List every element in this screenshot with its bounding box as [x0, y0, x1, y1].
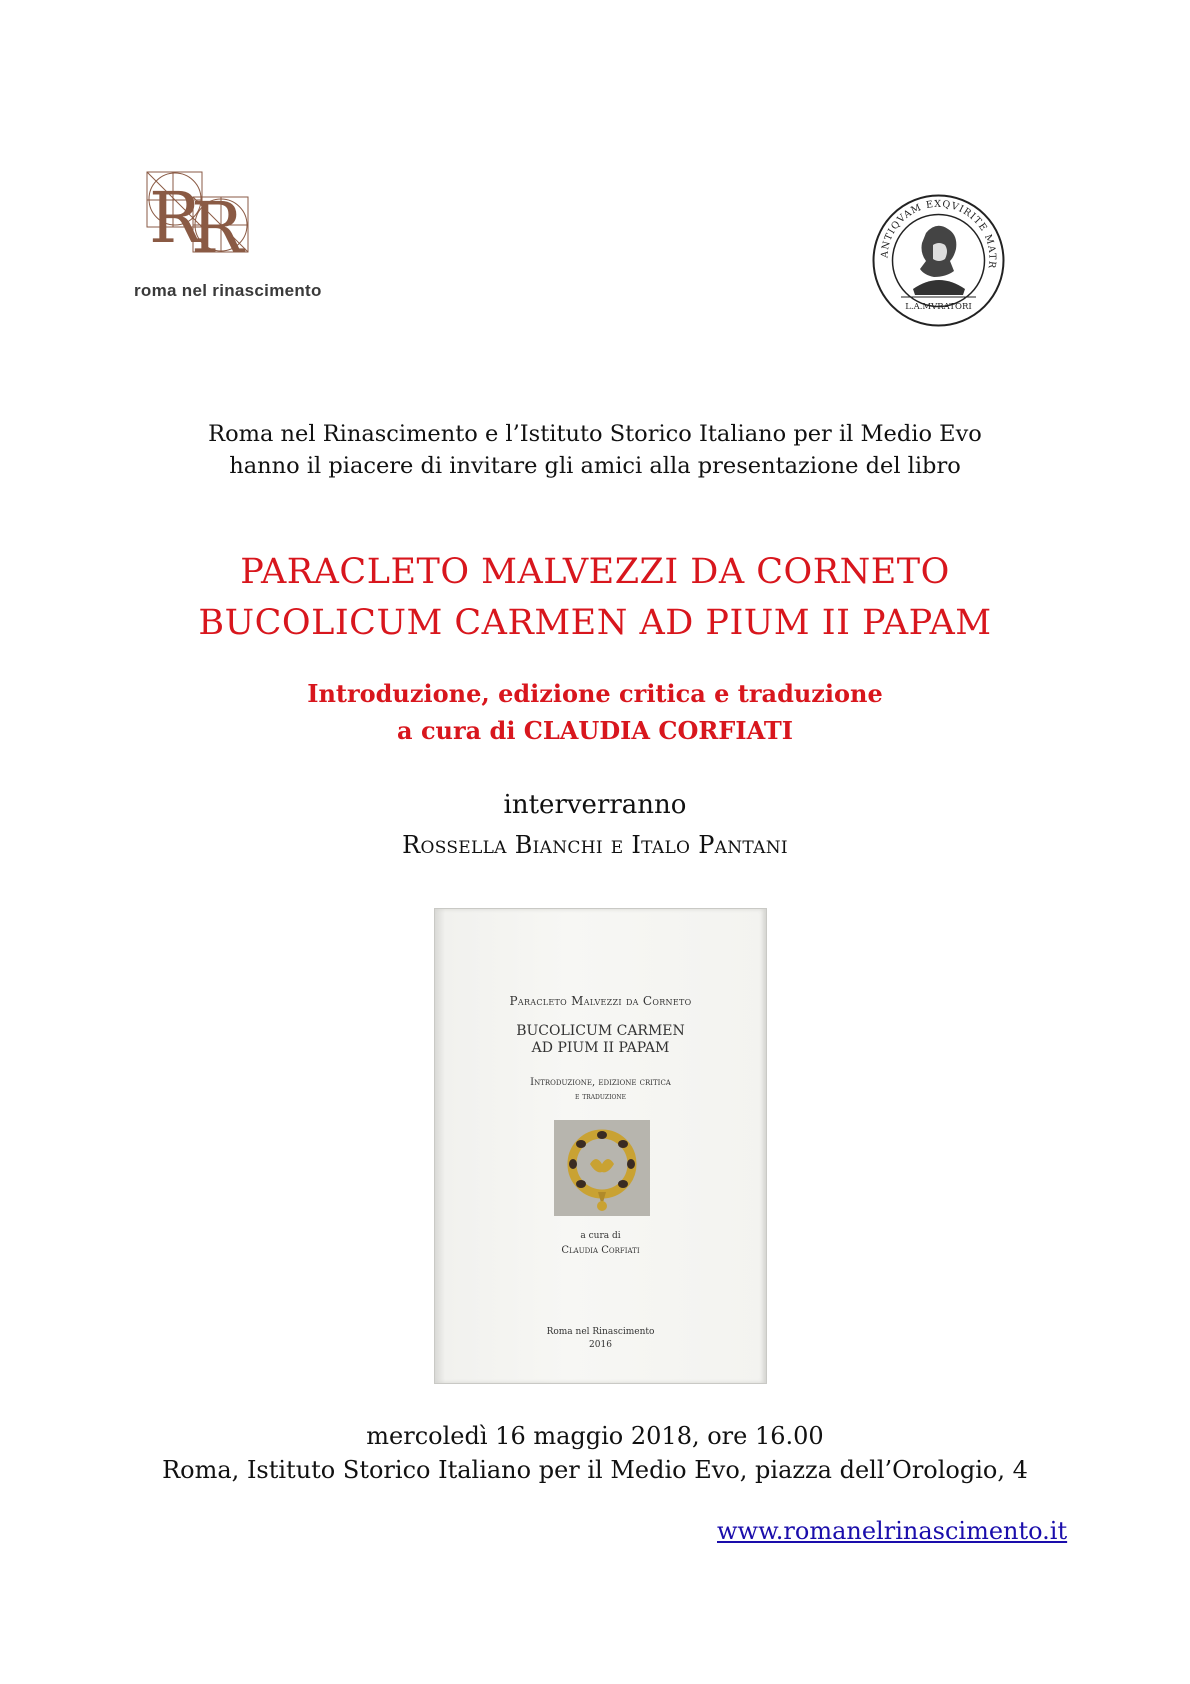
book-title-author: PARACLETO MALVEZZI DA CORNETO: [240, 552, 950, 592]
cover-cura-label: a cura di: [580, 1231, 621, 1241]
cover-year: 2016: [589, 1340, 612, 1350]
cover-author: Paracleto Malvezzi da Corneto: [509, 994, 692, 1008]
book-title-work: BUCOLICUM CARMEN AD PIUM II PAPAM: [198, 603, 992, 643]
cover-brooch-picture: [554, 1120, 650, 1216]
invitation-line-2: hanno il piacere di invitare gli amici alla presentazione del libro: [229, 453, 961, 479]
svg-text:R: R: [149, 177, 202, 255]
edition-editor: a cura di CLAUDIA CORFIATI: [397, 716, 793, 745]
brooch-icon: [554, 1120, 650, 1216]
rr-monogram-icon: [143, 170, 278, 255]
event-datetime: mercoledì 16 maggio 2018, ore 16.00: [366, 1422, 824, 1450]
cover-title-line-2: AD PIUM II PAPAM: [531, 1040, 670, 1056]
svg-text:ANTIQVAM EXQVIRITE MATREM: ANTIQVAM EXQVIRITE MATR: [879, 198, 998, 270]
cover-publisher: Roma nel Rinascimento: [546, 1327, 655, 1337]
website-link[interactable]: www.romanelrinascimento.it: [717, 1517, 1068, 1545]
event-place: Roma, Istituto Storico Italiano per il Medio Evo, piazza dell’Orologio, 4: [162, 1456, 1028, 1484]
cover-editor: Claudia Corfiati: [561, 1245, 640, 1256]
edition-description: Introduzione, edizione critica e traduzione: [307, 679, 883, 708]
speakers-label: interverranno: [503, 790, 687, 820]
cover-intro-line-1: Introduzione, edizione critica: [530, 1077, 671, 1088]
invitation-line-1: Roma nel Rinascimento e l’Istituto Storico Italiano per il Medio Evo: [208, 421, 982, 447]
istituto-medal: [871, 193, 1006, 328]
logo-caption: roma nel rinascimento: [134, 281, 322, 300]
cover-intro-line-2: e traduzione: [574, 1092, 627, 1102]
svg-text:R: R: [191, 187, 244, 255]
muratori-medal-icon: [871, 193, 1006, 328]
svg-text:L.A.MVRATORI: L.A.MVRATORI: [905, 302, 972, 312]
speakers-names: Rossella Bianchi e Italo Pantani: [402, 831, 788, 859]
cover-title-line-1: BUCOLICUM CARMEN: [516, 1023, 685, 1039]
book-cover-image: [434, 908, 767, 1384]
